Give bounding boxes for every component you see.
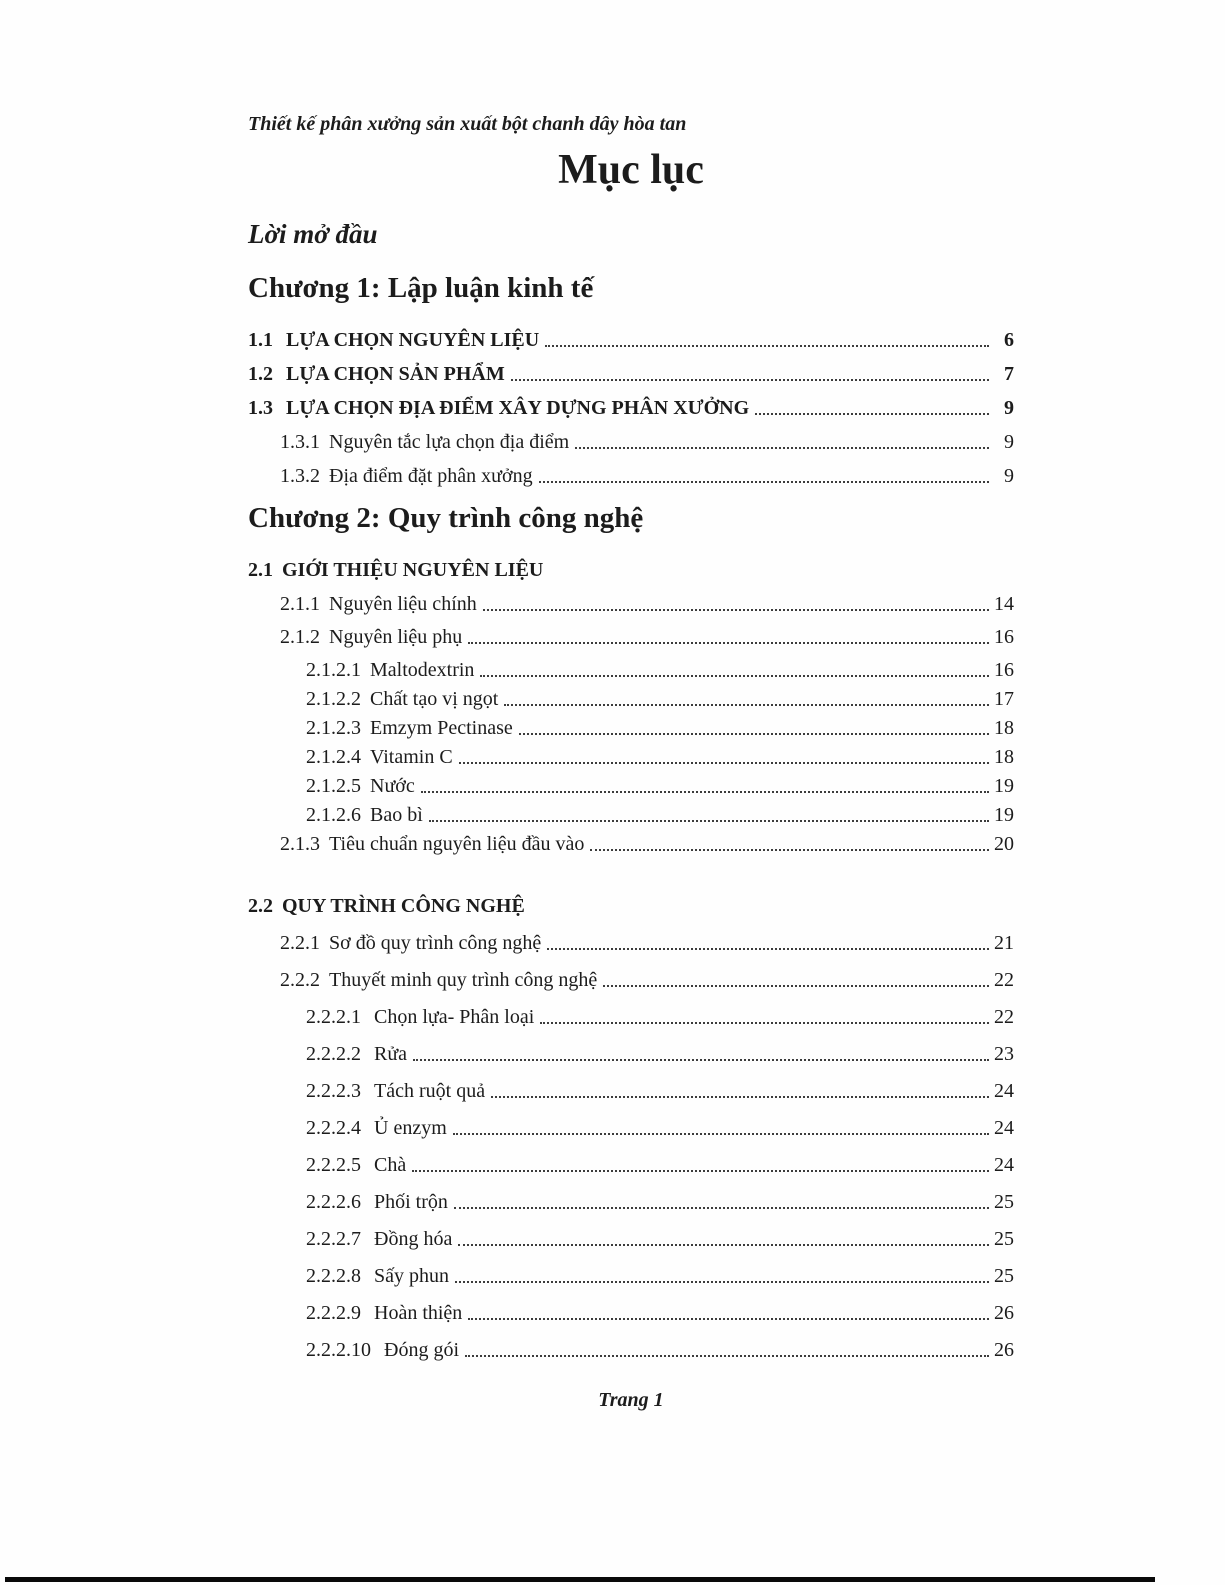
- dot-leader: [540, 1022, 989, 1024]
- toc-entry-label: GIỚI THIỆU NGUYÊN LIỆU: [282, 559, 544, 581]
- toc-intro-entry: Lời mở đầu: [248, 219, 378, 249]
- toc-entry-label: Chọn lựa- Phân loại: [374, 1006, 535, 1028]
- toc-entry-label: Đồng hóa: [374, 1228, 453, 1250]
- toc-entry-label: LỰA CHỌN NGUYÊN LIỆU: [286, 329, 540, 351]
- toc-entry-page: 9: [1004, 397, 1014, 419]
- toc-entry-number: 2.2.2.3: [306, 1080, 361, 1102]
- dot-leader: [575, 447, 989, 449]
- toc-entry-number: 2.2.2.8: [306, 1265, 361, 1287]
- toc-entry-page: 25: [994, 1191, 1014, 1213]
- toc-entry-label: Hoàn thiện: [374, 1302, 463, 1324]
- toc-entry-page: 26: [994, 1339, 1014, 1361]
- toc-entry: [306, 1079, 1014, 1103]
- chapter-1-heading: Chương 1: Lập luận kinh tế: [248, 272, 594, 304]
- toc-entry-page: 20: [994, 833, 1014, 855]
- toc-entry-label: Tiêu chuẩn nguyên liệu đầu vào: [329, 833, 585, 855]
- toc-entry-number: 2.2.2.9: [306, 1302, 361, 1324]
- toc-entry-page: 19: [994, 775, 1014, 797]
- toc-entry: [306, 658, 1014, 682]
- toc-entry: [280, 430, 1014, 454]
- toc-entry-page: 24: [994, 1154, 1014, 1176]
- toc-entry-label: Rửa: [374, 1043, 408, 1065]
- toc-entry: [306, 745, 1014, 769]
- toc-entry-label: Địa điểm đặt phân xưởng: [329, 465, 533, 487]
- toc-entry-number: 1.2: [248, 363, 273, 385]
- toc-entry-label: Đóng gói: [384, 1339, 459, 1361]
- running-header: Thiết kế phân xưởng sản xuất bột chanh dây hòa tan: [248, 113, 687, 135]
- toc-entry-label: Vitamin C: [370, 746, 453, 768]
- toc-entry: [280, 625, 1014, 649]
- toc-entry-label: LỰA CHỌN ĐỊA ĐIỂM XÂY DỰNG PHÂN XƯỞNG: [286, 397, 750, 419]
- toc-entry-number: 2.1.3: [280, 833, 320, 855]
- toc-entry-number: 2.2.2.10: [306, 1339, 371, 1361]
- toc-entry: [248, 362, 1014, 386]
- dot-leader: [511, 379, 989, 381]
- toc-entry: [306, 716, 1014, 740]
- toc-entry-label: Chất tạo vị ngọt: [370, 688, 499, 710]
- dot-leader: [480, 675, 989, 677]
- toc-entry: [306, 1153, 1014, 1177]
- toc-entry-number: 2.1.2.3: [306, 717, 361, 739]
- toc-entry-number: 2.2.2.4: [306, 1117, 361, 1139]
- toc-entry: [306, 1042, 1014, 1066]
- dot-leader: [603, 985, 989, 987]
- toc-entry-label: Chà: [374, 1154, 407, 1176]
- toc-entry-page: 21: [994, 932, 1014, 954]
- dot-leader: [454, 1207, 989, 1209]
- toc-entry-number: 2.1.2: [280, 626, 320, 648]
- toc-entry-number: 2.2: [248, 895, 273, 917]
- toc-entry-page: 24: [994, 1080, 1014, 1102]
- dot-leader: [519, 733, 989, 735]
- dot-leader: [459, 762, 989, 764]
- toc-entry-number: 2.1.1: [280, 593, 320, 615]
- toc-entry-number: 2.2.2.7: [306, 1228, 361, 1250]
- toc-entry-number: 1.3: [248, 397, 273, 419]
- section-2-1-entries: [248, 592, 1014, 649]
- toc-entry-label: Nguyên liệu chính: [329, 593, 477, 615]
- dot-leader: [468, 642, 989, 644]
- toc-entry: [280, 832, 1014, 856]
- footer-page-label: Trang 1: [598, 1389, 664, 1411]
- toc-entry: [306, 1005, 1014, 1029]
- toc-entry: [306, 774, 1014, 798]
- toc-entry-page: 16: [994, 659, 1014, 681]
- toc-entry-label: QUY TRÌNH CÔNG NGHỆ: [282, 895, 525, 917]
- dot-leader: [504, 704, 989, 706]
- toc-entry-page: 26: [994, 1302, 1014, 1324]
- toc-entry-label: LỰA CHỌN SẢN PHẨM: [286, 363, 505, 385]
- toc-entry-label: Maltodextrin: [370, 659, 475, 681]
- toc-entry-page: 9: [1004, 431, 1014, 453]
- toc-entry-number: 2.1.2.2: [306, 688, 361, 710]
- toc-entry: [306, 1338, 1014, 1362]
- toc-entry-number: 1.1: [248, 329, 273, 351]
- dot-leader: [453, 1133, 989, 1135]
- section-2-1-heading: [248, 558, 1014, 582]
- dot-leader: [429, 820, 989, 822]
- dot-leader: [755, 413, 989, 415]
- toc-entry-number: 2.2.1: [280, 932, 320, 954]
- toc-entry-number: 2.1: [248, 559, 273, 581]
- toc-entry-page: 7: [1004, 363, 1014, 385]
- toc-entry: [280, 968, 1014, 992]
- dot-leader: [545, 345, 989, 347]
- toc-entry: [306, 687, 1014, 711]
- scan-artifact-bar: [5, 1577, 1155, 1582]
- toc-entry-number: 1.3.1: [280, 431, 320, 453]
- toc-entry-page: 17: [994, 688, 1014, 710]
- toc-entry-number: 2.1.2.6: [306, 804, 361, 826]
- dot-leader: [458, 1244, 989, 1246]
- toc-entry-page: 22: [994, 1006, 1014, 1028]
- toc-entry-label: Thuyết minh quy trình công nghệ: [329, 969, 598, 991]
- toc-entry-page: 23: [994, 1043, 1014, 1065]
- toc-entry: [306, 803, 1014, 827]
- toc-entry: [280, 931, 1014, 955]
- toc-entry-label: Nguyên tắc lựa chọn địa điểm: [329, 431, 570, 453]
- toc-entry-page: 22: [994, 969, 1014, 991]
- toc-entry-number: 2.2.2.6: [306, 1191, 361, 1213]
- dot-leader: [491, 1096, 989, 1098]
- dot-leader: [547, 948, 989, 950]
- toc-entry-label: Tách ruột quả: [374, 1080, 486, 1102]
- dot-leader: [465, 1355, 989, 1357]
- toc-entry-label: Nguyên liệu phụ: [329, 626, 463, 648]
- section-2-2-entries: [248, 931, 1014, 1362]
- toc-entry-label: Ủ enzym: [374, 1117, 447, 1139]
- toc-entry-label: Sơ đồ quy trình công nghệ: [329, 932, 542, 954]
- toc-entry-page: 18: [994, 717, 1014, 739]
- toc-entry-number: 2.2.2.5: [306, 1154, 361, 1176]
- toc-entry-label: Emzym Pectinase: [370, 717, 513, 739]
- dot-leader: [455, 1281, 989, 1283]
- toc-entry-page: 14: [994, 593, 1014, 615]
- toc-entry: [306, 1190, 1014, 1214]
- toc-entry-number: 2.1.2.1: [306, 659, 361, 681]
- chapter-1-entries: [248, 328, 1014, 488]
- toc-entry: [280, 592, 1014, 616]
- dot-leader: [483, 609, 989, 611]
- toc-entry: [248, 396, 1014, 420]
- toc-entry: [248, 328, 1014, 352]
- section-2-1-2-entries: [248, 658, 1014, 827]
- toc-entry: [306, 1264, 1014, 1288]
- toc-entry: [280, 464, 1014, 488]
- toc-entry-label: Phối trộn: [374, 1191, 448, 1213]
- toc-entry-label: Sấy phun: [374, 1265, 449, 1287]
- chapter-2-heading: Chương 2: Quy trình công nghệ: [248, 502, 644, 534]
- page-content: [248, 0, 1014, 1412]
- toc-entry-number: 2.1.2.4: [306, 746, 361, 768]
- toc-entry: [306, 1116, 1014, 1140]
- dot-leader: [539, 481, 989, 483]
- toc-entry-page: 25: [994, 1228, 1014, 1250]
- section-2-2-heading: [248, 894, 1014, 918]
- dot-leader: [412, 1170, 989, 1172]
- toc-entry-page: 18: [994, 746, 1014, 768]
- toc-entry-number: 2.1.2.5: [306, 775, 361, 797]
- toc-entry: [306, 1227, 1014, 1251]
- toc-entry-label: Bao bì: [370, 804, 423, 826]
- dot-leader: [468, 1318, 989, 1320]
- dot-leader: [421, 791, 989, 793]
- dot-leader: [413, 1059, 989, 1061]
- dot-leader: [590, 849, 989, 851]
- toc-entry-number: 2.2.2.2: [306, 1043, 361, 1065]
- page-title: Mục lục: [558, 147, 704, 193]
- toc-entry-number: 2.2.2.1: [306, 1006, 361, 1028]
- toc-entry-page: 25: [994, 1265, 1014, 1287]
- toc-entry-page: 24: [994, 1117, 1014, 1139]
- toc-entry-page: 16: [994, 626, 1014, 648]
- toc-entry-page: 19: [994, 804, 1014, 826]
- toc-entry: [306, 1301, 1014, 1325]
- toc-entry-number: 2.2.2: [280, 969, 320, 991]
- toc-entry-page: 6: [1004, 329, 1014, 351]
- toc-entry-label: Nước: [370, 775, 415, 797]
- toc-entry-number: 1.3.2: [280, 465, 320, 487]
- toc-entry-page: 9: [1004, 465, 1014, 487]
